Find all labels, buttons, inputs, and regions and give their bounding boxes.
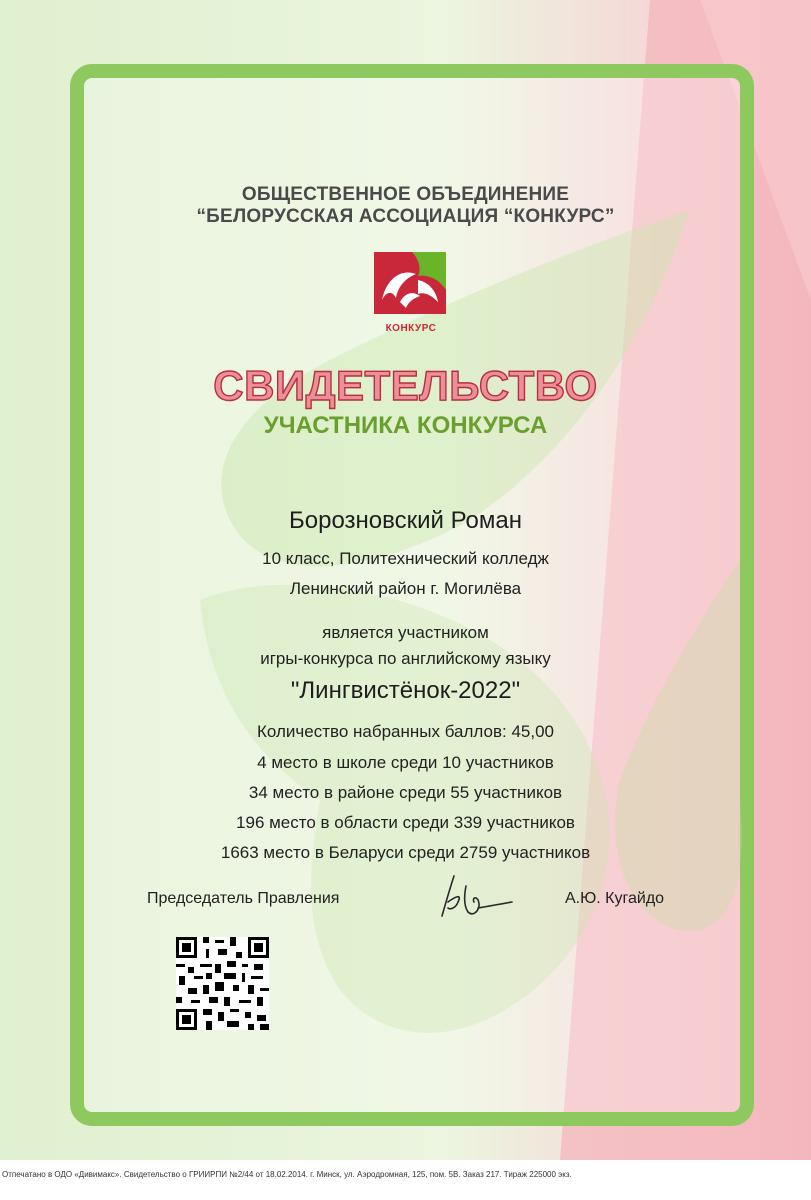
organization-name	[0, 184, 811, 228]
signer-title: Председатель Правления	[147, 890, 340, 907]
participation-line-1: является участником	[322, 623, 489, 642]
signer-name: А.Ю. Кугайдо	[565, 890, 665, 907]
district: Ленинский район г. Могилёва	[289, 579, 522, 598]
qr-code-icon	[176, 937, 269, 1030]
result-country: 1663 место в Беларуси среди 2759 участников	[220, 843, 591, 862]
participant-name: Борозновский Роман	[289, 507, 522, 534]
signature-icon	[428, 872, 518, 922]
result-district: 34 место в районе среди 55 участников	[248, 783, 563, 802]
result-score: Количество набранных баллов: 45,00	[256, 722, 555, 741]
class-school: 10 класс, Политехнический колледж	[262, 549, 549, 568]
certificate-subtitle: УЧАСТНИКА КОНКУРСА	[263, 412, 548, 439]
result-region: 196 место в области среди 339 участников	[236, 813, 575, 832]
organization-line-1: ОБЩЕСТВЕННОЕ ОБЪЕДИНЕНИЕ	[241, 184, 570, 205]
participation-line-2: игры-конкурса по английскому языку	[260, 649, 551, 668]
logo-caption: КОНКУРС	[385, 323, 437, 334]
konkurs-logo-icon	[372, 250, 448, 334]
result-school: 4 место в школе среди 10 участников	[257, 753, 554, 772]
certificate-title: СВИДЕТЕЛЬСТВО	[213, 362, 598, 409]
competition-name: "Лингвистёнок-2022"	[290, 677, 521, 704]
organization-line-2: “БЕЛОРУССКАЯ АССОЦИАЦИЯ “КОНКУРС”	[196, 206, 615, 227]
printing-footer: Отпечатано в ОДО «Дивимакс». Свидетельство о ГРИИРПИ №2/44 от 18.02.2014. г. Минск, ул. Аэродромная, 125, пом. 5В. Заказ 217. Тираж 225000 экз.	[2, 1170, 572, 1179]
